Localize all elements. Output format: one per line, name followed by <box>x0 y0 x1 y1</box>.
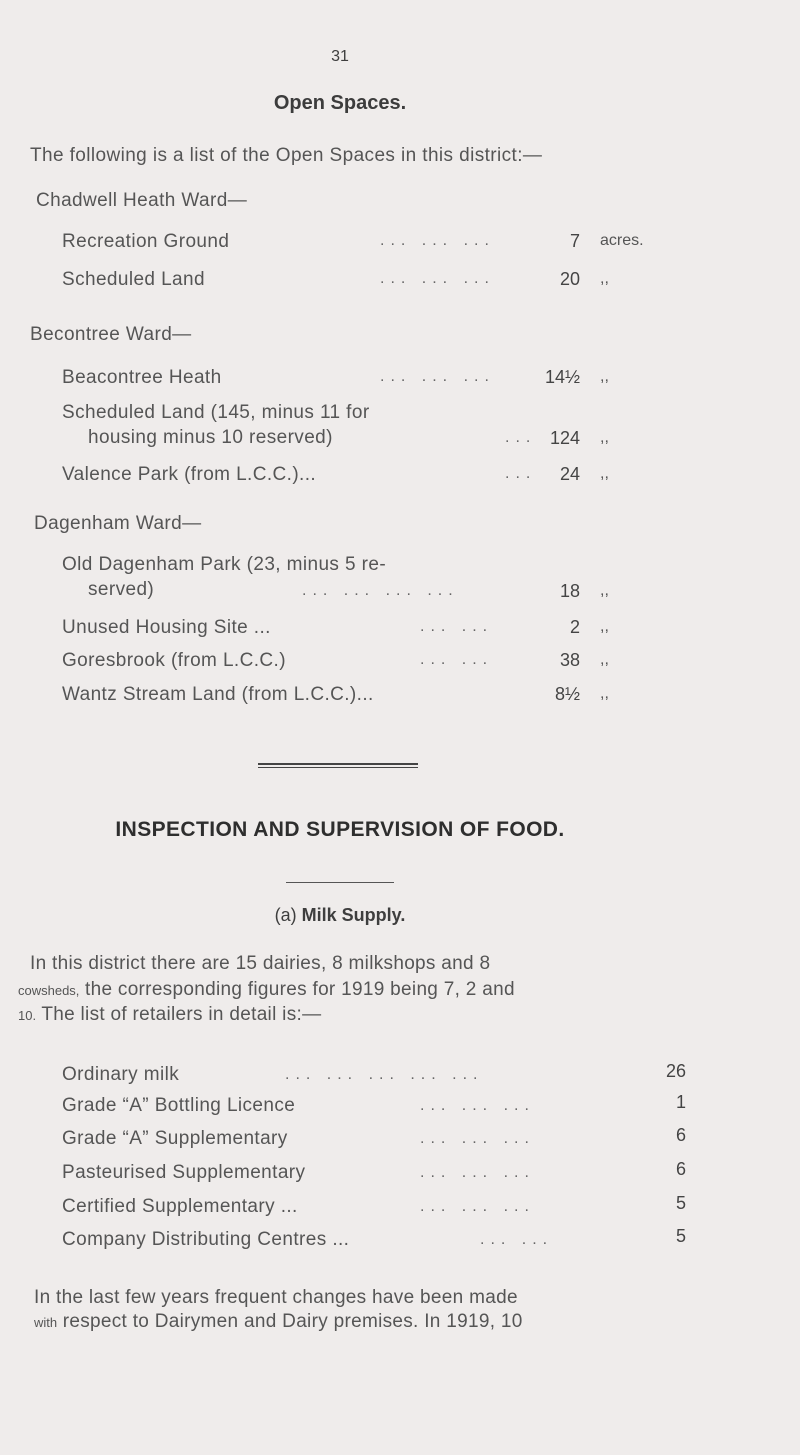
retailer-label: Ordinary milk <box>62 1064 180 1085</box>
ward-heading-becontree: Becontree Ward— <box>30 324 192 345</box>
milk-supply-heading <box>0 905 680 926</box>
list-item-label: Goresbrook (from L.C.C.) <box>62 650 286 671</box>
retailer-label: Company Distributing Centres ... <box>62 1229 350 1250</box>
leader-dots: ... ... ... <box>420 1164 535 1181</box>
list-item-unit: ,, <box>600 465 609 482</box>
leader-dots: ... ... ... <box>380 232 495 249</box>
page-number: 31 <box>331 48 349 65</box>
list-item-unit: ,, <box>600 618 609 635</box>
list-item-value: 14½ <box>544 367 580 387</box>
retailer-label: Certified Supplementary ... <box>62 1196 298 1217</box>
paragraph-fragment: with <box>34 1315 58 1330</box>
paragraph-fragment: the corresponding figures for 1919 being 7, 2 and <box>79 979 515 1000</box>
retailer-value: 26 <box>665 1061 686 1081</box>
leader-dots: ... ... ... <box>380 368 495 385</box>
list-item-unit: ,, <box>600 582 609 599</box>
list-item-label: Unused Housing Site ... <box>62 617 271 638</box>
paragraph-line <box>18 978 515 1003</box>
list-item-value: 2 <box>569 617 580 637</box>
list-item-label: Beacontree Heath <box>62 367 222 388</box>
list-item-value: 20 <box>559 269 580 289</box>
retailer-value: 1 <box>675 1092 686 1112</box>
leader-dots: ... ... <box>420 651 494 668</box>
leader-dots: ... ... <box>420 618 494 635</box>
retailer-value: 6 <box>675 1125 686 1145</box>
leader-dots: ... ... ... <box>420 1097 535 1114</box>
paragraph-line: In this district there are 15 dairies, 8 milkshops and 8 <box>30 953 491 974</box>
list-item-unit: ,, <box>600 685 609 702</box>
list-item-unit: ,, <box>600 270 609 287</box>
open-spaces-intro: The following is a list of the Open Spaces in this district:— <box>30 145 543 166</box>
paragraph-fragment: cowsheds, <box>18 983 80 998</box>
list-item-label: Old Dagenham Park (23, minus 5 re- <box>62 554 387 575</box>
leader-dots: ... ... <box>480 1231 554 1248</box>
retailer-value: 5 <box>675 1193 686 1213</box>
retailer-label: Pasteurised Supplementary <box>62 1162 306 1183</box>
open-spaces-heading: Open Spaces. <box>273 92 407 114</box>
list-item-value: 18 <box>559 581 580 601</box>
ward-heading-dagenham: Dagenham Ward— <box>34 513 202 534</box>
list-item-unit: ,, <box>600 368 609 385</box>
leader-dots: ... ... ... <box>380 270 495 287</box>
leader-dots: ... ... ... <box>420 1198 535 1215</box>
divider <box>258 763 418 765</box>
leader-dots: ... ... ... <box>420 1130 535 1147</box>
list-item-unit: acres. <box>600 232 644 249</box>
leader-dots: ... ... ... ... ... <box>285 1066 484 1083</box>
retailer-value: 6 <box>675 1159 686 1179</box>
list-item-value: 124 <box>549 428 580 448</box>
list-item-label: Scheduled Land <box>62 269 205 290</box>
divider <box>286 882 394 883</box>
paragraph-fragment: The list of retailers in detail is:— <box>36 1004 322 1025</box>
list-item-label-continued: served) <box>88 579 155 600</box>
paragraph-fragment: 10. <box>18 1008 37 1023</box>
subsection-title: Milk Supply. <box>301 905 406 925</box>
list-item-label: Valence Park (from L.C.C.)... <box>62 464 317 485</box>
list-item-value: 38 <box>559 650 580 670</box>
leader-dots: ... <box>505 429 537 446</box>
ward-heading-chadwell-heath: Chadwell Heath Ward— <box>36 190 248 211</box>
list-item-label: Recreation Ground <box>62 231 230 252</box>
list-item-value: 8½ <box>554 684 580 704</box>
list-item-label-continued: housing minus 10 reserved) <box>88 427 333 448</box>
paragraph-line <box>18 1003 321 1028</box>
paragraph-line: In the last few years frequent changes have been made <box>34 1287 518 1308</box>
list-item-value: 7 <box>569 231 580 251</box>
retailer-label: Grade “A” Supplementary <box>62 1128 288 1149</box>
list-item-label: Wantz Stream Land (from L.C.C.)... <box>62 684 374 705</box>
retailer-label: Grade “A” Bottling Licence <box>62 1095 296 1116</box>
paragraph-fragment: respect to Dairymen and Dairy premises. In 1919, 10 <box>57 1311 523 1332</box>
inspection-heading: INSPECTION AND SUPERVISION OF FOOD. <box>115 818 565 841</box>
subsection-prefix: (a) <box>274 905 297 925</box>
paragraph-line <box>34 1310 523 1335</box>
leader-dots: ... ... ... ... <box>302 582 459 599</box>
list-item-label: Scheduled Land (145, minus 11 for <box>62 402 370 423</box>
list-item-unit: ,, <box>600 651 609 668</box>
list-item-value: 24 <box>559 464 580 484</box>
retailer-value: 5 <box>675 1226 686 1246</box>
list-item-unit: ,, <box>600 429 609 446</box>
divider <box>258 767 418 768</box>
leader-dots: ... <box>505 465 537 482</box>
